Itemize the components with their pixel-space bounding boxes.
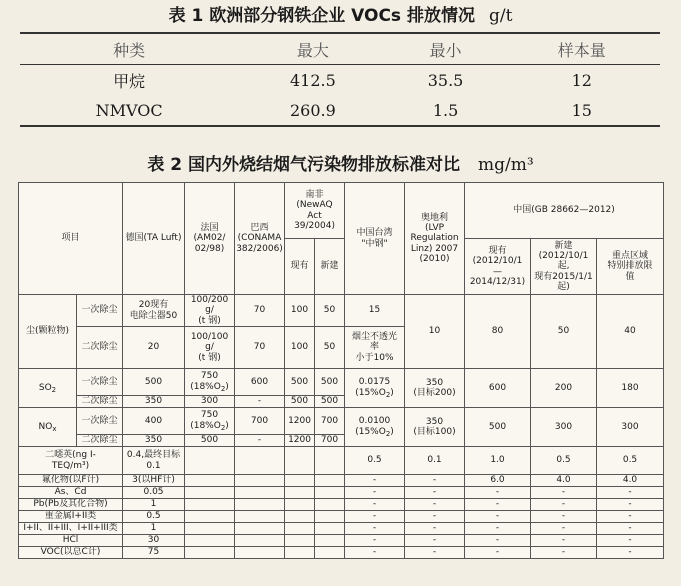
row-label: VOC(以总C计) <box>19 547 123 559</box>
table-cell: - <box>531 547 597 559</box>
table-row <box>19 487 664 499</box>
table-cell: 1.5 <box>432 100 459 120</box>
table-cell: 100 <box>285 327 315 369</box>
table-cell: 50 <box>531 295 597 369</box>
table-cell: - <box>345 535 405 547</box>
table-cell: 0.4,最终目标 0.1 <box>123 447 185 475</box>
header-cn-new: 新建 (2012/10/1 起, 现有2015/1/1 起) <box>531 239 597 295</box>
table2-header-row <box>19 183 664 239</box>
row-label-so2 <box>19 369 77 408</box>
table-cell: - <box>405 511 465 523</box>
table-cell: 1 <box>123 523 185 535</box>
table-cell: 0.5 <box>123 511 185 523</box>
table-cell: - <box>531 535 597 547</box>
table-cell: - <box>345 475 405 487</box>
cell-text: 0.0175 (15%O <box>355 377 391 398</box>
table1-header-row <box>20 33 660 65</box>
table-cell: 12 <box>571 70 592 90</box>
row-label-dust: 尘(颗粒物) <box>19 295 77 369</box>
table-cell <box>235 475 285 487</box>
header-item: 项目 <box>19 183 123 295</box>
table-row <box>19 369 664 396</box>
table-cell <box>315 447 345 475</box>
table-cell: - <box>597 535 664 547</box>
table1-header: 最大 <box>296 40 329 60</box>
table-cell: - <box>405 523 465 535</box>
table-cell: - <box>405 535 465 547</box>
table-cell: - <box>465 535 531 547</box>
table-cell <box>285 447 315 475</box>
table-cell: - <box>597 511 664 523</box>
subscript: 2 <box>220 423 226 432</box>
table-cell: 80 <box>465 295 531 369</box>
table-cell: 500 <box>123 369 185 396</box>
header-south-africa: 南非 (NewAQ Act 39/2004) <box>285 183 345 239</box>
table-cell <box>285 475 315 487</box>
subscript: 2 <box>51 385 57 394</box>
table-cell: 500 <box>185 435 235 447</box>
table-cell <box>185 475 235 487</box>
table-cell: 20现有 电除尘器50 <box>123 295 185 327</box>
table-row <box>20 65 660 96</box>
table-cell: 0.0175 $(15\%O_2)$ <box>345 369 405 408</box>
table-cell: 15 <box>571 100 592 120</box>
table-cell: 350 <box>123 435 185 447</box>
sub-label: 二次除尘 <box>77 396 123 408</box>
table-cell: 600 <box>235 369 285 396</box>
table-cell: - <box>597 499 664 511</box>
table-cell: 0.5 <box>345 447 405 475</box>
table2-unit: mg/m³ <box>478 155 534 175</box>
sub-label: 二次除尘 <box>77 435 123 447</box>
header-col-austria: 法国 (AM02/ 02/98) <box>185 183 235 295</box>
sub-label: 一次除尘 <box>77 369 123 396</box>
table-cell: - <box>465 499 531 511</box>
table-cell: 100 <box>285 295 315 327</box>
table-cell: 500 <box>285 396 315 408</box>
table1-header: 最小 <box>429 40 462 60</box>
subscript: 2 <box>220 384 226 393</box>
table-cell <box>315 475 345 487</box>
row-label-dioxin: 二噁英(ng I- TEQ/m³) <box>19 447 123 475</box>
table-cell: - <box>235 396 285 408</box>
table-cell: 180 <box>597 369 664 408</box>
table-cell: 甲烷 <box>113 71 146 91</box>
table-cell <box>235 447 285 475</box>
table-cell: - <box>531 487 597 499</box>
cell-text: 750 (18%O <box>190 371 221 392</box>
sub-label: 二次除尘 <box>77 327 123 369</box>
header-sa-existing: 现有 <box>285 239 315 295</box>
table-cell: 50 <box>315 295 345 327</box>
table1-header: 样本量 <box>557 40 606 60</box>
table-cell: - <box>531 499 597 511</box>
table-cell: 4.0 <box>531 475 597 487</box>
table-cell: 100/200 g/ (t 钢) <box>185 295 235 327</box>
cell-text: 0.0100 (15%O <box>355 416 391 437</box>
table-cell: 50 <box>315 327 345 369</box>
table-row <box>19 535 664 547</box>
table-cell: - <box>465 547 531 559</box>
table-cell: - <box>405 547 465 559</box>
table-row <box>19 547 664 559</box>
table-row <box>19 511 664 523</box>
table-cell: 100/100 g/ (t 钢) <box>185 327 235 369</box>
table-cell: 75 <box>123 547 185 559</box>
table-cell: - <box>531 523 597 535</box>
table2-title <box>0 152 681 178</box>
cell-text: 750 (18%O <box>190 410 221 431</box>
table-cell: - <box>405 475 465 487</box>
table-cell: 6.0 <box>465 475 531 487</box>
table1-unit: g/t <box>488 6 513 26</box>
table-cell: 500 <box>315 396 345 408</box>
table1-title <box>0 4 681 28</box>
table-cell: - <box>597 547 664 559</box>
table-cell <box>185 447 235 475</box>
table-cell: - <box>345 547 405 559</box>
header-cn-existing: 现有 (2012/10/1 — 2014/12/31) <box>465 239 531 295</box>
table-row <box>20 95 660 126</box>
table-cell: 750 $(18\%O_2)$ <box>185 408 235 435</box>
nox-text: NO <box>38 421 53 432</box>
table-cell: - <box>465 511 531 523</box>
table-cell: - <box>345 511 405 523</box>
table-cell: 200 <box>531 369 597 408</box>
table-cell: - <box>345 499 405 511</box>
row-label: 重金属I+II类 <box>19 511 123 523</box>
subscript: 2 <box>385 429 391 438</box>
table-cell: - <box>345 523 405 535</box>
table-cell: 260.9 <box>290 100 336 120</box>
table-cell: - <box>597 487 664 499</box>
table-cell: 300 <box>185 396 235 408</box>
table-cell: 10 <box>405 295 465 369</box>
table-cell: 350 <box>123 396 185 408</box>
table-cell: 412.5 <box>290 70 336 90</box>
table-cell: 1200 <box>285 408 315 435</box>
table-cell: 300 <box>531 408 597 447</box>
table-cell: - <box>345 487 405 499</box>
table-cell: 300 <box>597 408 664 447</box>
table-cell: 0.5 <box>597 447 664 475</box>
table-cell: 4.0 <box>597 475 664 487</box>
table-cell: - <box>405 499 465 511</box>
table-cell: 0.5 <box>531 447 597 475</box>
table-cell: 20 <box>123 327 185 369</box>
table-cell: 1200 <box>285 435 315 447</box>
table-cell: 70 <box>235 327 285 369</box>
row-label: As、Cd <box>19 487 123 499</box>
table-cell: 700 <box>315 435 345 447</box>
table-cell: 600 <box>465 369 531 408</box>
header-austria-linz: 奥地利 (LVP Regulation Linz) 2007 (2010) <box>405 183 465 295</box>
header-cn-special: 重点区域 特别排放限 值 <box>597 239 664 295</box>
row-label-nox: $NO_x$ <box>19 408 77 447</box>
sub-label: 一次除尘 <box>77 408 123 435</box>
table-cell: 700 <box>315 408 345 435</box>
table-cell: 70 <box>235 295 285 327</box>
table-cell: 700 <box>235 408 285 435</box>
subscript: 2 <box>385 390 391 399</box>
table2 <box>18 182 664 559</box>
table-cell: - <box>465 487 531 499</box>
table-cell: 350 (目标100) <box>405 408 465 447</box>
table-cell: 0.1 <box>405 447 465 475</box>
table-row <box>19 475 664 487</box>
table-cell: NMVOC <box>95 100 163 120</box>
header-germany: 德国(TA Luft) <box>123 183 185 295</box>
header-sa-new: 新建 <box>315 239 345 295</box>
table1 <box>20 32 660 127</box>
table-cell: - <box>531 511 597 523</box>
table-cell: 3(以HF计) <box>123 475 185 487</box>
table-cell: - <box>597 523 664 535</box>
table1-title-text: 表 1 欧洲部分钢铁企业 VOCs 排放情况 <box>168 6 475 26</box>
table-cell: 750 $(18\%O_2)$ <box>185 369 235 396</box>
table-cell: 35.5 <box>427 70 464 90</box>
table-cell: 30 <box>123 535 185 547</box>
header-taiwan: 中国台湾 "中钢" <box>345 183 405 295</box>
table-cell: 0.05 <box>123 487 185 499</box>
table-row <box>19 295 664 327</box>
table-cell: 烟尘不透光 率 小于10% <box>345 327 405 369</box>
table-cell: 1.0 <box>465 447 531 475</box>
row-label: I+II、II+III、I+II+III类 <box>19 523 123 535</box>
table-cell: 15 <box>345 295 405 327</box>
table-cell: - <box>235 435 285 447</box>
row-label: HCl <box>19 535 123 547</box>
table-row <box>19 499 664 511</box>
table-cell: - <box>405 487 465 499</box>
row-label: Pb(Pb及其化合物) <box>19 499 123 511</box>
table-cell: 40 <box>597 295 664 369</box>
header-brazil: 巴西 (CONAMA 382/2006) <box>235 183 285 295</box>
sub-label: 一次除尘 <box>77 295 123 327</box>
table-cell: 350 (目标200) <box>405 369 465 408</box>
table-cell: 500 <box>285 369 315 396</box>
table-cell: 500 <box>315 369 345 396</box>
table-row <box>19 523 664 535</box>
table1-header: 种类 <box>113 40 146 60</box>
table-cell: 0.0100 $(15\%O_2)$ <box>345 408 405 447</box>
table2-title-text: 表 2 国内外烧结烟气污染物排放标准对比 <box>147 155 460 175</box>
row-label-fluoride: 氟化物(以F计) <box>19 475 123 487</box>
table-cell: 400 <box>123 408 185 435</box>
table-row <box>19 408 664 435</box>
so2-text: SO <box>38 382 52 393</box>
table-row <box>19 447 664 475</box>
table-cell: - <box>465 523 531 535</box>
header-china: 中国(GB 28662—2012) <box>465 183 664 239</box>
table-cell: 1 <box>123 499 185 511</box>
table-cell: 500 <box>465 408 531 447</box>
